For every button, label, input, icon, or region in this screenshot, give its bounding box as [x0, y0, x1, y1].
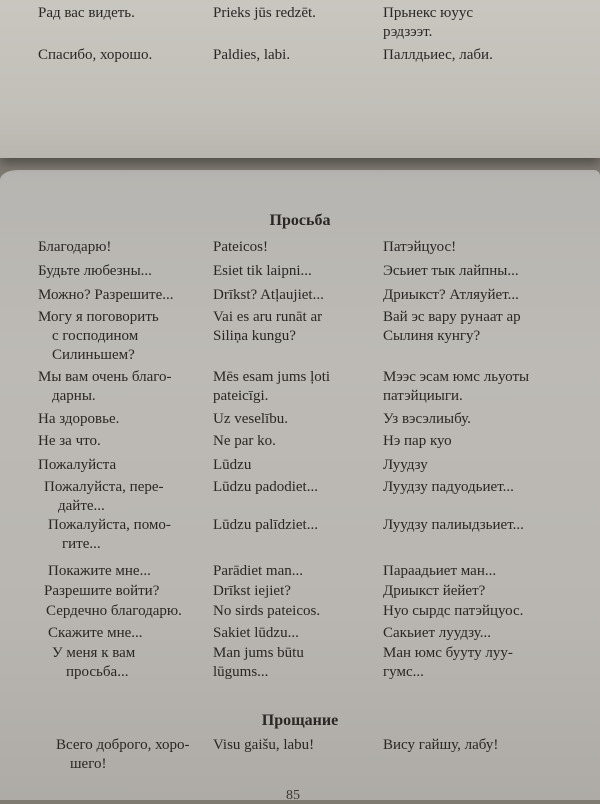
russian-phrase	[52, 644, 135, 682]
phrase-line: Пожалуйста	[38, 457, 117, 473]
phrase-line: Силиньшем?	[52, 347, 135, 363]
phrase-line: Эсьиет тык лайпны...	[383, 263, 519, 279]
transliteration	[383, 624, 491, 643]
phrase-line: Sakiet lūdzu...	[213, 625, 299, 641]
phrase-line: Esiet tik laipni...	[213, 263, 312, 279]
phrase-line: Всего доброго, хоро-	[56, 737, 190, 753]
phrase-line: Сылиня кунгу?	[383, 328, 481, 344]
phrase-line: Будьте любезны...	[38, 263, 152, 279]
latvian-phrase	[213, 624, 299, 643]
phrase-line: Lūdzu padodiet...	[213, 479, 318, 495]
phrase-line: Нуо сырдс патэйцуос.	[383, 603, 524, 619]
phrase-line: Pateicos!	[213, 239, 268, 255]
latvian-phrase	[213, 456, 251, 475]
russian-phrase	[38, 432, 101, 451]
phrase-line: Drīkst? Atļaujiet...	[213, 287, 324, 303]
russian-phrase	[38, 368, 172, 406]
transliteration	[383, 644, 513, 682]
phrase-line: Паллдьиес, лаби.	[383, 47, 493, 63]
phrase-line: Mēs esam jums ļoti	[213, 369, 331, 385]
russian-phrase	[56, 736, 190, 774]
phrase-line: Рад вас видеть.	[38, 5, 135, 21]
phrase-line: Vai es aru runāt ar	[213, 309, 323, 325]
transliteration	[383, 562, 496, 581]
russian-phrase	[38, 46, 152, 65]
phrase-line: Мы вам очень благо-	[38, 369, 172, 385]
phrase-line: Ne par ko.	[213, 433, 276, 449]
section-title-request: Просьба	[269, 212, 331, 229]
phrase-line: шего!	[70, 756, 107, 772]
latvian-phrase	[213, 516, 318, 535]
transliteration	[383, 262, 519, 281]
transliteration	[383, 410, 471, 429]
russian-phrase	[38, 4, 135, 23]
transliteration	[383, 478, 514, 497]
phrase-line: pateicīgi.	[213, 388, 269, 404]
phrase-line: Uz veselību.	[213, 411, 288, 427]
phrase-line: Дриыкст йейет?	[383, 583, 486, 599]
phrase-line: Дриыкст? Атляуйет...	[383, 287, 519, 303]
phrase-line: дайте...	[58, 498, 105, 514]
phrase-line: гумс...	[383, 664, 424, 680]
previous-page-fragment	[0, 0, 600, 158]
transliteration	[383, 516, 524, 535]
phrase-line: Man jums būtu	[213, 645, 304, 661]
russian-phrase	[44, 478, 164, 516]
russian-phrase	[44, 582, 159, 601]
phrase-line: No sirds pateicos.	[213, 603, 321, 619]
latvian-phrase	[213, 582, 291, 601]
phrase-line: Нэ пар куо	[383, 433, 452, 449]
transliteration	[383, 736, 498, 755]
phrase-line: Siliņa kungu?	[213, 328, 296, 344]
phrase-line: Луудзу падуодьиет...	[383, 479, 514, 495]
phrase-line: Прьнекс юуус	[383, 5, 474, 21]
latvian-phrase	[213, 46, 290, 65]
latvian-phrase	[213, 262, 312, 281]
transliteration	[383, 432, 452, 451]
phrase-line: Покажите мне...	[48, 563, 151, 579]
transliteration	[383, 308, 521, 346]
latvian-phrase	[213, 644, 304, 682]
russian-phrase	[38, 308, 159, 365]
transliteration	[383, 368, 529, 406]
section-title-farewell: Прощание	[261, 712, 339, 729]
transliteration	[383, 602, 523, 621]
phrase-line: Спасибо, хорошо.	[38, 47, 153, 63]
phrase-line: lūgums...	[213, 664, 269, 680]
latvian-phrase	[213, 736, 314, 755]
russian-phrase	[46, 602, 182, 621]
transliteration	[383, 286, 519, 305]
phrasebook-page	[0, 170, 600, 800]
phrase-line: Paldies, labi.	[213, 47, 291, 63]
phrase-line: Уз вэсэлиыбу.	[383, 411, 471, 427]
phrase-line: Вай эс вару рунаат ар	[383, 309, 521, 325]
russian-phrase	[38, 286, 174, 305]
russian-phrase	[38, 262, 152, 281]
transliteration	[383, 4, 473, 42]
latvian-phrase	[213, 368, 330, 406]
latvian-phrase	[213, 410, 288, 429]
phrase-line: Мээс эсам юмс льуоты	[383, 369, 530, 385]
phrase-line: Параадьиет ман...	[383, 563, 497, 579]
russian-phrase	[48, 624, 143, 643]
russian-phrase	[48, 516, 171, 554]
phrase-line: Вису гайшу, лабу!	[383, 737, 499, 753]
phrase-line: дарны.	[52, 388, 96, 404]
latvian-phrase	[213, 238, 268, 257]
phrase-line: Drīkst iejiet?	[213, 583, 291, 599]
phrase-line: Ман юмс бууту луу-	[383, 645, 513, 661]
phrase-line: На здоровье.	[38, 411, 120, 427]
latvian-phrase	[213, 308, 322, 346]
phrase-line: Могу я поговорить	[38, 309, 159, 325]
phrase-line: Луудзу	[383, 457, 428, 473]
phrase-line: с господином	[52, 328, 139, 344]
phrase-line: рэдзээт.	[383, 24, 433, 40]
phrase-line: патэйциыги.	[383, 388, 463, 404]
phrase-line: Патэйцуос!	[383, 239, 457, 255]
phrase-line: гите...	[62, 536, 101, 552]
phrase-line: Не за что.	[38, 433, 101, 449]
phrase-line: Пожалуйста, пере-	[44, 479, 164, 495]
phrase-line: просьба...	[66, 664, 129, 680]
phrase-line: Разрешите войти?	[44, 583, 160, 599]
latvian-phrase	[213, 478, 318, 497]
transliteration	[383, 46, 493, 65]
phrase-line: Parādiet man...	[213, 563, 303, 579]
russian-phrase	[38, 456, 116, 475]
phrase-line: Lūdzu	[213, 457, 252, 473]
russian-phrase	[48, 562, 151, 581]
russian-phrase	[38, 238, 111, 257]
phrase-line: У меня к вам	[52, 645, 136, 661]
phrase-line: Скажите мне...	[48, 625, 143, 641]
phrase-line: Visu gaišu, labu!	[213, 737, 315, 753]
transliteration	[383, 456, 428, 475]
transliteration	[383, 238, 456, 257]
latvian-phrase	[213, 562, 303, 581]
latvian-phrase	[213, 432, 276, 451]
latvian-phrase	[213, 4, 316, 23]
latvian-phrase	[213, 286, 324, 305]
phrase-line: Пожалуйста, помо-	[48, 517, 171, 533]
phrase-line: Сердечно благодарю.	[46, 603, 182, 619]
transliteration	[383, 582, 485, 601]
phrase-line: Lūdzu palīdziet...	[213, 517, 318, 533]
phrase-line: Сакьиет луудзу...	[383, 625, 491, 641]
latvian-phrase	[213, 602, 320, 621]
phrase-line: Луудзу палиыдзьиет...	[383, 517, 524, 533]
russian-phrase	[38, 410, 119, 429]
phrase-line: Можно? Разрешите...	[38, 287, 174, 303]
phrase-line: Prieks jūs redzēt.	[213, 5, 316, 21]
page-number: 85	[286, 788, 300, 803]
phrase-line: Благодарю!	[38, 239, 112, 255]
